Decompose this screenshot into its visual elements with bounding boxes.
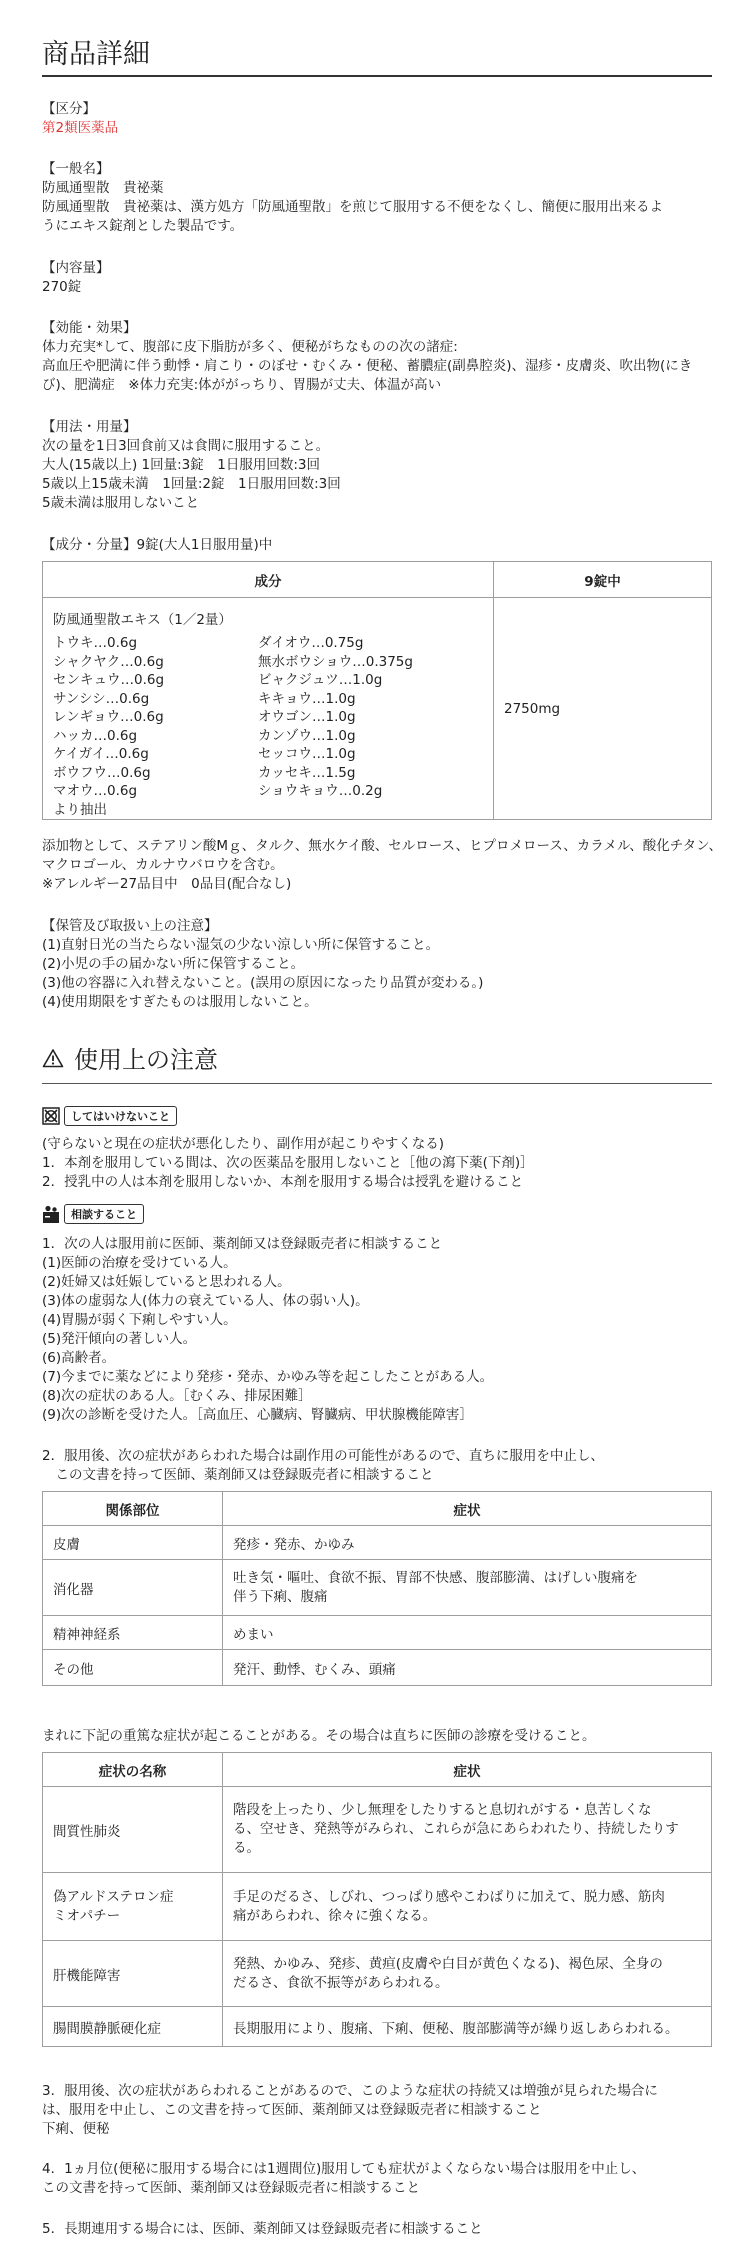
- rare-col-symptom: 症状: [223, 1753, 712, 1787]
- side-effects-table: [42, 1491, 712, 1686]
- generic-name-line: 防風通聖散 貴祕薬: [42, 180, 164, 196]
- rare-symptom-cell: 手足のだるさ、しびれ、つっぱり感やこわばりに加えて、脱力感、筋肉 痛があらわれ、徐々に強くなる。: [223, 1873, 712, 1941]
- side-symptom-cell: めまい: [223, 1616, 712, 1650]
- item2-line: この文書を持って医師、薬剤師又は登録販売者に相談すること: [42, 1467, 434, 1483]
- side-part-cell: 精神神経系: [43, 1616, 223, 1650]
- ingredient-item: カッセキ…1.5g: [258, 764, 356, 781]
- dont-line: (守らないと現在の症状が悪化したり、副作用が起こりやすくなる): [42, 1136, 445, 1152]
- ingredient-item: カンゾウ…1.0g: [258, 727, 356, 744]
- ingredient-list: [53, 634, 483, 819]
- rare-symptom-cell: 長期服用により、腹痛、下痢、便秘、腹部膨満等が繰り返しあらわれる。: [223, 2007, 712, 2047]
- item3-line: 3．服用後、次の症状があらわれることがあるので、このような症状の持続又は増強が見られた場合に: [42, 2083, 658, 2099]
- generic-name-line: 防風通聖散 貴祕薬は、漢方処方「防風通聖散」を煎じて服用する不便をなくし、簡便に服用出来るよ: [42, 199, 663, 215]
- efficacy-line: 体力充実*して、腹部に皮下脂肪が多く、便秘がちなものの次の諸症:: [42, 339, 458, 355]
- side-col-symptom: 症状: [223, 1492, 712, 1526]
- item2-line: 2．服用後、次の症状があらわれた場合は副作用の可能性があるので、直ちに服用を中止し、: [42, 1448, 604, 1464]
- consult-line: (3)体の虚弱な人(体力の衰えている人、体の弱い人)。: [42, 1293, 369, 1309]
- extract-name: 防風通聖散エキス（1／2量）: [53, 612, 232, 628]
- ingredient-item: ボウフウ…0.6g: [53, 764, 151, 781]
- storage-line: (2)小児の手の届かない所に保管すること。: [42, 956, 305, 972]
- table-row: [43, 1873, 712, 1941]
- storage-line: (3)他の容器に入れ替えないこと。(誤用の原因になったり品質が変わる。): [42, 975, 484, 991]
- consult-line: (1)医師の治療を受けている人。: [42, 1255, 237, 1271]
- consult-line: (9)次の診断を受けた人。［高血圧、心臓病、腎臓病、甲状腺機能障害］: [42, 1407, 473, 1423]
- ingredient-item: より抽出: [53, 801, 107, 818]
- ingredient-item: セッコウ…1.0g: [258, 746, 356, 762]
- side-symptom-cell: 吐き気・嘔吐、食欲不振、胃部不快感、腹部膨満、はげしい腹痛を 伴う下痢、腹痛: [223, 1560, 712, 1616]
- consult-line: 1．次の人は服用前に医師、薬剤師又は登録販売者に相談すること: [42, 1236, 443, 1252]
- title-divider: [42, 75, 712, 77]
- rare-symptom-cell: 階段を上ったり、少し無理をしたりすると息切れがする・息苦しくな る、空せき、発熱等がみられ、これらが急にあらわれたり、持続したりす る。: [223, 1787, 712, 1873]
- item4-line: この文書を持って医師、薬剤師又は登録販売者に相談すること: [42, 2180, 420, 2196]
- rare-intro: まれに下記の重篤な症状が起こることがある。その場合は直ちに医師の診療を受けること。: [42, 1728, 596, 1744]
- consult-line: (4)胃腸が弱く下痢しやすい人。: [42, 1312, 237, 1328]
- rare-col-name: 症状の名称: [43, 1753, 223, 1787]
- table-row: [43, 1526, 712, 1560]
- consult-badge-row: [42, 1204, 144, 1224]
- dosage-heading: 【用法・用量】: [42, 419, 137, 435]
- side-part-cell: その他: [43, 1650, 223, 1686]
- dosage-line: 大人(15歳以上) 1回量:3錠 1日服用回数:3回: [42, 457, 320, 473]
- consult-line: (8)次の症状のある人。［むくみ、排尿困難］: [42, 1388, 312, 1404]
- generic-name-heading: 【一般名】: [42, 161, 110, 177]
- side-symptom-cell: 発汗、動悸、むくみ、頭痛: [223, 1650, 712, 1686]
- ingredient-item: ショウキョウ…0.2g: [258, 783, 383, 799]
- ingredient-item: シャクヤク…0.6g: [53, 653, 164, 670]
- item3-line: は、服用を中止し、この文書を持って医師、薬剤師又は登録販売者に相談すること: [42, 2102, 542, 2118]
- generic-name-line: うにエキス錠剤とした製品です。: [42, 218, 244, 234]
- category-heading: 【区分】: [42, 101, 96, 117]
- ingredient-item: サンシシ…0.6g: [53, 690, 150, 707]
- table-row: [43, 2007, 712, 2047]
- ingredient-item: ビャクジュツ…1.0g: [258, 672, 383, 688]
- ingredient-item: マオウ…0.6g: [53, 783, 138, 799]
- rare-name-cell: 腸間膜静脈硬化症: [43, 2007, 223, 2047]
- content-value: 270錠: [42, 279, 82, 295]
- additives-line: 添加物として、ステアリン酸Mｇ、タルク、無水ケイ酸、セルロース、ヒプロメロース、カラメル、酸化チタン、: [42, 838, 723, 854]
- dont-line: 2．授乳中の人は本剤を服用しないか、本剤を服用する場合は授乳を避けること: [42, 1174, 524, 1190]
- ingredient-item: オウゴン…1.0g: [258, 709, 356, 725]
- cautions-title-text: 使用上の注意: [74, 1046, 218, 1074]
- table-row: [43, 1560, 712, 1616]
- warning-icon: [42, 1048, 64, 1068]
- dont-badge: してはいけないこと: [64, 1106, 177, 1126]
- ingredients-col-component: 成分: [43, 562, 494, 598]
- side-symptom-cell: 発疹・発赤、かゆみ: [223, 1526, 712, 1560]
- ingredient-item: センキュウ…0.6g: [53, 672, 165, 688]
- consult-badge: 相談すること: [64, 1204, 144, 1224]
- table-row: [43, 1616, 712, 1650]
- rare-symptom-cell: 発熱、かゆみ、発疹、黄疸(皮膚や白目が黄色くなる)、褐色尿、全身の だるさ、食欲不振等があらわれる。: [223, 1941, 712, 2007]
- storage-line: (4)使用期限をすぎたものは服用しないこと。: [42, 994, 318, 1010]
- consult-line: (2)妊婦又は妊娠していると思われる人。: [42, 1274, 291, 1290]
- storage-heading: 【保管及び取扱い上の注意】: [42, 918, 218, 934]
- efficacy-heading: 【効能・効果】: [42, 320, 137, 336]
- dosage-line: 5歳未満は服用しないこと: [42, 495, 200, 511]
- side-part-cell: 消化器: [43, 1560, 223, 1616]
- ingredient-item: ケイガイ…0.6g: [53, 746, 149, 762]
- ingredients-component-cell: [43, 598, 494, 820]
- efficacy-line: 高血圧や肥満に伴う動悸・肩こり・のぼせ・むくみ・便秘、蓄膿症(副鼻腔炎)、湿疹・皮膚炎、吹出物(にき: [42, 358, 693, 374]
- rare-symptoms-table: [42, 1752, 712, 2047]
- table-row: [43, 1650, 712, 1686]
- cautions-divider: [42, 1083, 712, 1084]
- rare-name-cell: 間質性肺炎: [43, 1787, 223, 1873]
- ingredients-heading: 【成分・分量】9錠(大人1日服用量)中: [42, 537, 273, 553]
- ingredients-amount-cell: 2750mg: [494, 598, 712, 820]
- category-value: 第2類医薬品: [42, 120, 119, 136]
- rare-name-cell: 肝機能障害: [43, 1941, 223, 2007]
- ingredient-item: トウキ…0.6g: [53, 635, 138, 651]
- item4-line: 4．1ヵ月位(便秘に服用する場合には1週間位)服用しても症状がよくならない場合は服用を中止し、: [42, 2161, 646, 2177]
- content-heading: 【内容量】: [42, 260, 110, 276]
- page-title: 商品詳細: [42, 39, 150, 70]
- ingredient-item: ハッカ…0.6g: [53, 727, 138, 744]
- ingredient-item: レンギョウ…0.6g: [53, 709, 164, 725]
- ingredients-col-amount: 9錠中: [494, 562, 712, 598]
- table-row: [43, 1787, 712, 1873]
- consult-line: (5)発汗傾向の著しい人。: [42, 1331, 197, 1347]
- table-row: [43, 1941, 712, 2007]
- storage-line: (1)直射日光の当たらない湿気の少ない涼しい所に保管すること。: [42, 937, 440, 953]
- dont-line: 1．本剤を服用している間は、次の医薬品を服用しないこと［他の瀉下薬(下剤)］: [42, 1155, 534, 1171]
- ingredient-item: 無水ボウショウ…0.375g: [258, 653, 413, 670]
- prohibited-icon: [42, 1107, 60, 1125]
- item3-line: 下痢、便秘: [42, 2121, 110, 2137]
- rare-name-cell: 偽アルドステロン症 ミオパチー: [43, 1873, 223, 1941]
- side-part-cell: 皮膚: [43, 1526, 223, 1560]
- dosage-line: 5歳以上15歳未満 1回量:2錠 1日服用回数:3回: [42, 476, 341, 492]
- dosage-line: 次の量を1日3回食前又は食間に服用すること。: [42, 438, 330, 454]
- ingredient-item: ダイオウ…0.75g: [258, 635, 364, 651]
- item5-line: 5．長期連用する場合には、医師、薬剤師又は登録販売者に相談すること: [42, 2221, 483, 2237]
- efficacy-line: び)、肥満症 ※体力充実:体ががっちり、胃腸が丈夫、体温が高い: [42, 377, 442, 393]
- ingredients-table: [42, 561, 712, 820]
- dont-badge-row: [42, 1106, 177, 1126]
- consult-line: (7)今までに薬などにより発疹・発赤、かゆみ等を起こしたことがある人。: [42, 1369, 494, 1385]
- consult-icon: [42, 1204, 60, 1224]
- ingredient-item: キキョウ…1.0g: [258, 690, 356, 707]
- side-col-part: 関係部位: [43, 1492, 223, 1526]
- ingredient-item: [258, 801, 418, 820]
- additives-line: マクロゴール、カルナウバロウを含む。: [42, 857, 284, 873]
- cautions-title: [42, 1040, 218, 1075]
- consult-line: (6)高齢者。: [42, 1350, 116, 1366]
- additives-line: ※アレルギー27品目中 0品目(配合なし): [42, 876, 292, 892]
